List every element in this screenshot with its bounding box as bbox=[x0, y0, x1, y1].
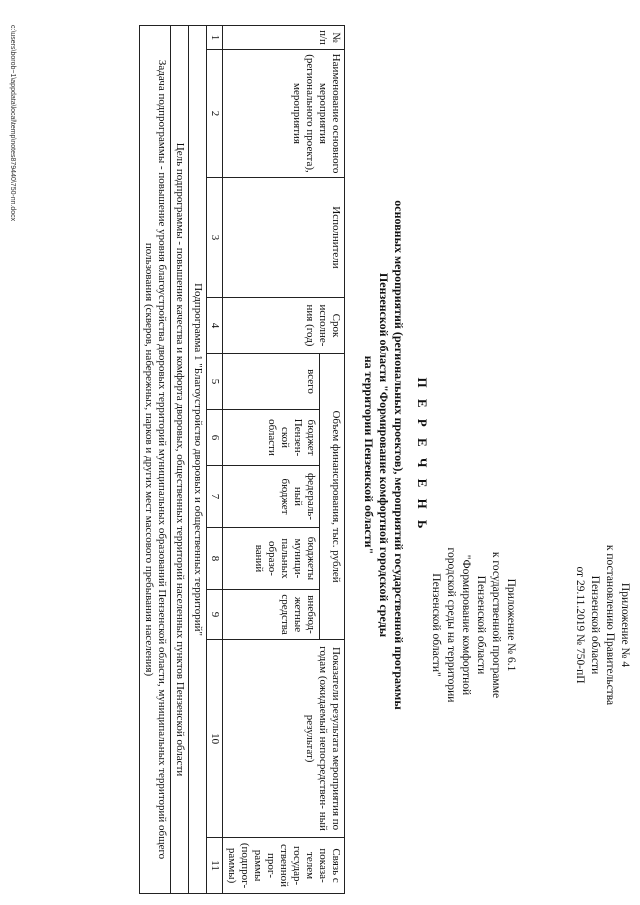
header-executors: Исполнители bbox=[223, 178, 345, 298]
appendix-4-header bbox=[572, 515, 632, 735]
document-title-block bbox=[361, 95, 430, 815]
appendix-6-1-line: Пензенской области" bbox=[430, 573, 442, 677]
column-number: 1 bbox=[207, 26, 223, 50]
header-federal-budget: федераль- ный бюджет bbox=[223, 466, 320, 528]
document-subtitle-line: на территории Пензенской области" bbox=[362, 355, 376, 555]
column-number: 10 bbox=[207, 640, 223, 838]
appendix-4-line: Пензенской области bbox=[589, 575, 601, 675]
header-municipal-budget: бюджеты муници- пальных образо- ваний bbox=[223, 528, 320, 590]
header-name: Наименование основного мероприятия (регионального проекта), мероприятия bbox=[223, 50, 345, 178]
column-number: 7 bbox=[207, 466, 223, 528]
header-regional-budget: бюджет Пензен- ской области bbox=[223, 410, 320, 466]
column-number: 4 bbox=[207, 298, 223, 354]
header-funding: Объем финансирования, тыс. рублей bbox=[320, 354, 345, 640]
subprogram-goal: Цель подпрограммы - повышение качества и комфорта дворовых, общественных территорий населенных пунктов Пензенской области bbox=[171, 26, 189, 894]
appendix-6-1-header bbox=[428, 515, 518, 735]
appendix-6-1-line: "Формирование комфортной bbox=[460, 554, 472, 696]
appendix-4-line: от 29.11.2019 № 750-пП bbox=[574, 566, 586, 684]
measures-table bbox=[139, 25, 345, 894]
table-header-row bbox=[320, 26, 345, 894]
column-number: 5 bbox=[207, 354, 223, 410]
header-indicators: Показатели результата мероприятия по годам (ожидаемый непосредствен- ный результат) bbox=[223, 640, 345, 838]
goal-row bbox=[171, 26, 189, 894]
appendix-6-1-line: Приложение № 6.1 bbox=[505, 578, 517, 672]
appendix-6-1-line: к государственной программе bbox=[490, 551, 502, 699]
header-term: Срок исполне- ния (год) bbox=[223, 298, 345, 354]
appendix-6-1-line: Пензенской области bbox=[475, 575, 487, 675]
header-total: всего bbox=[223, 354, 320, 410]
header-num: № п/п bbox=[223, 26, 345, 50]
column-number: 9 bbox=[207, 590, 223, 640]
column-number: 2 bbox=[207, 50, 223, 178]
column-number: 8 bbox=[207, 528, 223, 590]
document-subtitle-line: основных мероприятий (региональных проектов), мероприятий государственной программы bbox=[392, 200, 406, 710]
appendix-6-1-line: городской среды на территории bbox=[445, 547, 457, 703]
appendix-4-line: Приложение № 4 bbox=[619, 582, 631, 668]
column-number-row bbox=[207, 26, 223, 894]
header-extrabudget: внебюд- жетные средства bbox=[223, 590, 320, 640]
subprogram-title: Подпрограмма 1 "Благоустройство дворовых и общественных территорий" bbox=[189, 26, 207, 894]
subprogram-task: Задача подпрограммы - повышение уровня благоустройства дворовых территорий муниципальных образований Пензенской области, муниципальных территорий общего пользования (скверов, набережных, парков и других мест массового пребывания населения) bbox=[140, 26, 171, 894]
task-row bbox=[140, 26, 171, 894]
subprogram-row bbox=[189, 26, 207, 894]
column-number: 11 bbox=[207, 838, 223, 894]
appendix-4-line: к постановлению Правительства bbox=[604, 544, 616, 706]
document-title: П Е Р Е Ч Е Н Ь bbox=[415, 377, 430, 533]
header-link: Связь с показа- телем государ- ственной прог- раммы (подпрог- раммы) bbox=[223, 838, 345, 894]
file-path-footer: c:\users\borob~1\appdata\local\temp\notes879440\750-пп.docx bbox=[9, 25, 16, 222]
column-number: 3 bbox=[207, 178, 223, 298]
column-number: 6 bbox=[207, 410, 223, 466]
document-subtitle-line: Пензенской области "Формирование комфортной городской среды bbox=[377, 272, 391, 638]
